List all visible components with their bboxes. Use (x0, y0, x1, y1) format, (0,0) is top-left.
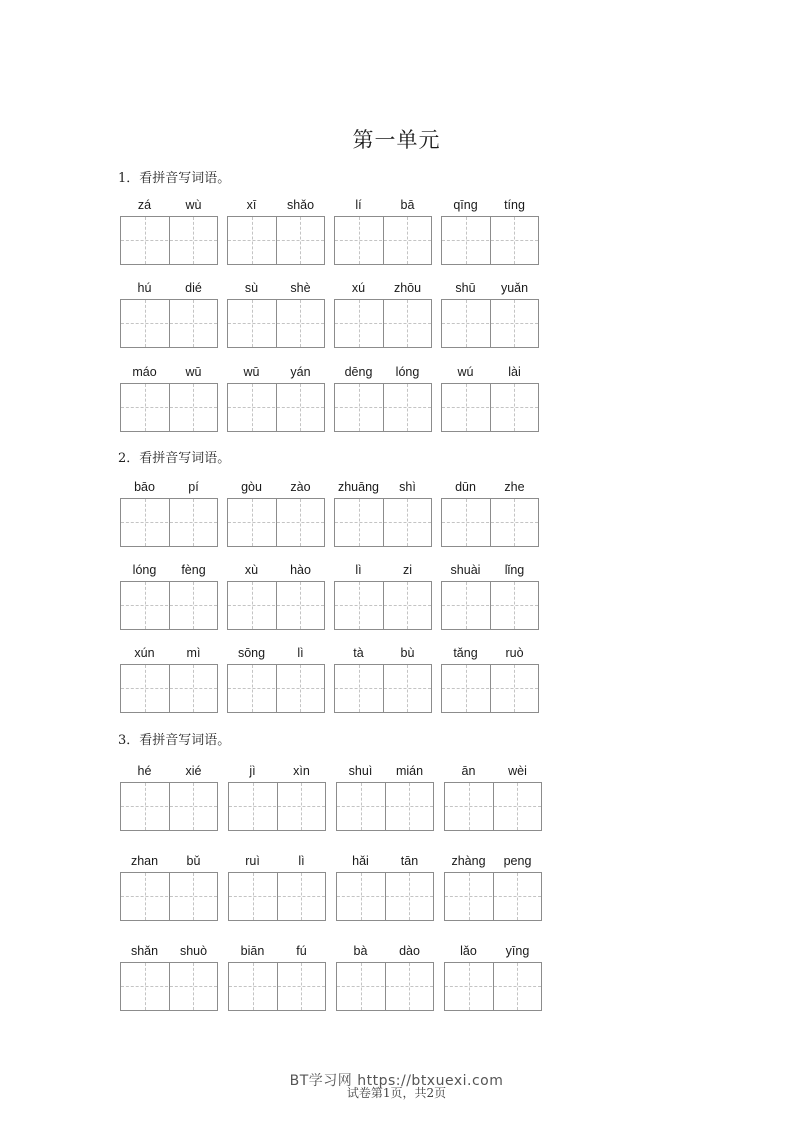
pinyin-label: tà (353, 646, 364, 660)
pinyin-label: lì (297, 646, 304, 660)
writing-grid[interactable] (227, 498, 325, 547)
pinyin-label: biān (240, 944, 265, 958)
pinyin-label: mián (395, 764, 424, 778)
word-row (0, 480, 793, 560)
writing-grid[interactable] (444, 782, 542, 831)
page-footer: 试卷第1页，共2页 (346, 1086, 447, 1100)
site-watermark: BT学习网 https://btxuexi.com (289, 1073, 504, 1089)
pinyin-label: shè (290, 281, 311, 295)
writing-grid[interactable] (334, 581, 432, 630)
pinyin-label: shū (455, 281, 476, 295)
pinyin-label: zào (290, 480, 311, 494)
grid-guide-line (442, 323, 538, 324)
pinyin-label: fú (296, 944, 307, 958)
writing-grid[interactable] (120, 782, 218, 831)
pinyin-label: bāo (134, 480, 155, 494)
grid-guide-line (442, 240, 538, 241)
pinyin-label: dūn (455, 480, 476, 494)
grid-guide-line (335, 407, 431, 408)
grid-guide-line (121, 323, 217, 324)
pinyin-label: xìn (293, 764, 310, 778)
pinyin-label: yuǎn (500, 281, 529, 295)
pinyin-label: sōng (237, 646, 266, 660)
pinyin-label: zhōu (393, 281, 422, 295)
pinyin-label: ruì (245, 854, 260, 868)
pinyin-label: xú (351, 281, 366, 295)
pinyin-label: xún (134, 646, 155, 660)
writing-grid[interactable] (441, 299, 539, 348)
pinyin-label: shuài (450, 563, 481, 577)
pinyin-label: fèng (181, 563, 206, 577)
writing-grid[interactable] (334, 383, 432, 432)
pinyin-label: pí (188, 480, 199, 494)
pinyin-label: peng (503, 854, 532, 868)
grid-guide-line (445, 806, 541, 807)
grid-guide-line (121, 240, 217, 241)
pinyin-label: bù (400, 646, 415, 660)
grid-guide-line (229, 806, 325, 807)
writing-grid[interactable] (228, 782, 326, 831)
pinyin-label: zá (137, 198, 152, 212)
grid-guide-line (228, 323, 324, 324)
writing-grid[interactable] (441, 664, 539, 713)
pinyin-label: wù (185, 198, 202, 212)
writing-grid[interactable] (441, 498, 539, 547)
writing-grid[interactable] (227, 664, 325, 713)
word-row (0, 198, 793, 278)
pinyin-label: lài (508, 365, 521, 379)
section-instruction: 3．看拼音写词语。 (118, 733, 231, 748)
grid-guide-line (121, 896, 217, 897)
writing-grid[interactable] (120, 299, 218, 348)
grid-guide-line (121, 605, 217, 606)
grid-guide-line (337, 986, 433, 987)
word-row (0, 563, 793, 643)
pinyin-label: zhan (130, 854, 159, 868)
pinyin-label: shuò (179, 944, 208, 958)
word-row (0, 365, 793, 445)
grid-guide-line (228, 240, 324, 241)
writing-grid[interactable] (334, 664, 432, 713)
writing-grid[interactable] (120, 962, 218, 1011)
section-instruction: 2．看拼音写词语。 (118, 451, 231, 466)
word-row (0, 764, 793, 844)
pinyin-label: dié (185, 281, 202, 295)
writing-grid[interactable] (441, 216, 539, 265)
writing-grid[interactable] (334, 216, 432, 265)
grid-guide-line (337, 896, 433, 897)
pinyin-label: hǎi (352, 854, 369, 868)
pinyin-label: ruò (505, 646, 524, 660)
word-row (0, 854, 793, 934)
pinyin-label: xī (246, 198, 257, 212)
writing-grid[interactable] (444, 872, 542, 921)
pinyin-label: lǎo (460, 944, 477, 958)
pinyin-label: tān (400, 854, 419, 868)
grid-guide-line (229, 896, 325, 897)
pinyin-label: zi (402, 563, 413, 577)
grid-guide-line (229, 986, 325, 987)
pinyin-label: wū (185, 365, 202, 379)
writing-grid[interactable] (227, 299, 325, 348)
writing-grid[interactable] (120, 664, 218, 713)
writing-grid[interactable] (441, 581, 539, 630)
pinyin-label: wú (457, 365, 474, 379)
pinyin-label: wū (243, 365, 260, 379)
section-instruction: 1．看拼音写词语。 (118, 171, 231, 186)
grid-guide-line (228, 522, 324, 523)
pinyin-label: shǎn (130, 944, 159, 958)
pinyin-label: hé (137, 764, 152, 778)
pinyin-label: lí (355, 198, 362, 212)
pinyin-label: qīng (453, 198, 478, 212)
grid-guide-line (442, 605, 538, 606)
writing-grid[interactable] (227, 383, 325, 432)
pinyin-label: zhe (504, 480, 525, 494)
word-row (0, 944, 793, 1024)
writing-grid[interactable] (120, 872, 218, 921)
grid-guide-line (335, 522, 431, 523)
pinyin-label: yán (290, 365, 311, 379)
grid-guide-line (228, 605, 324, 606)
word-row (0, 646, 793, 726)
grid-guide-line (445, 986, 541, 987)
pinyin-label: dēng (344, 365, 373, 379)
grid-guide-line (121, 407, 217, 408)
pinyin-label: yīng (505, 944, 530, 958)
writing-grid[interactable] (228, 872, 326, 921)
pinyin-label: lǐng (504, 563, 525, 577)
pinyin-label: bā (400, 198, 415, 212)
pinyin-label: mì (186, 646, 201, 660)
pinyin-label: dào (399, 944, 420, 958)
pinyin-label: shuì (348, 764, 373, 778)
pinyin-label: bǔ (186, 854, 201, 868)
pinyin-label: lóng (132, 563, 157, 577)
pinyin-label: lóng (395, 365, 420, 379)
writing-grid[interactable] (336, 782, 434, 831)
writing-grid[interactable] (228, 962, 326, 1011)
writing-grid[interactable] (334, 498, 432, 547)
writing-grid[interactable] (444, 962, 542, 1011)
grid-guide-line (121, 806, 217, 807)
pinyin-label: ān (461, 764, 476, 778)
pinyin-label: wèi (508, 764, 527, 778)
pinyin-label: zhàng (451, 854, 486, 868)
grid-guide-line (121, 688, 217, 689)
pinyin-label: zhuāng (337, 480, 379, 494)
writing-grid[interactable] (227, 581, 325, 630)
pinyin-label: xù (244, 563, 259, 577)
writing-grid[interactable] (120, 498, 218, 547)
pinyin-label: máo (132, 365, 157, 379)
pinyin-label: lì (355, 563, 362, 577)
pinyin-label: shì (399, 480, 416, 494)
grid-guide-line (335, 688, 431, 689)
writing-grid[interactable] (120, 581, 218, 630)
writing-grid[interactable] (120, 383, 218, 432)
pinyin-label: shǎo (286, 198, 315, 212)
writing-grid[interactable] (227, 216, 325, 265)
pinyin-label: tíng (504, 198, 525, 212)
writing-grid[interactable] (120, 216, 218, 265)
pinyin-label: hào (290, 563, 311, 577)
grid-guide-line (121, 522, 217, 523)
pinyin-label: hú (137, 281, 152, 295)
pinyin-label: bà (353, 944, 368, 958)
grid-guide-line (337, 806, 433, 807)
writing-grid[interactable] (441, 383, 539, 432)
grid-guide-line (335, 240, 431, 241)
grid-guide-line (442, 522, 538, 523)
grid-guide-line (442, 407, 538, 408)
writing-grid[interactable] (336, 872, 434, 921)
pinyin-label: sù (244, 281, 259, 295)
grid-guide-line (335, 323, 431, 324)
pinyin-label: gòu (241, 480, 262, 494)
writing-grid[interactable] (334, 299, 432, 348)
grid-guide-line (228, 688, 324, 689)
pinyin-label: lì (298, 854, 305, 868)
pinyin-label: xié (185, 764, 202, 778)
pinyin-label: jì (249, 764, 256, 778)
page-title: 第一单元 (352, 128, 441, 152)
pinyin-label: tǎng (453, 646, 478, 660)
word-row (0, 281, 793, 361)
grid-guide-line (335, 605, 431, 606)
writing-grid[interactable] (336, 962, 434, 1011)
grid-guide-line (228, 407, 324, 408)
grid-guide-line (442, 688, 538, 689)
grid-guide-line (121, 986, 217, 987)
grid-guide-line (445, 896, 541, 897)
